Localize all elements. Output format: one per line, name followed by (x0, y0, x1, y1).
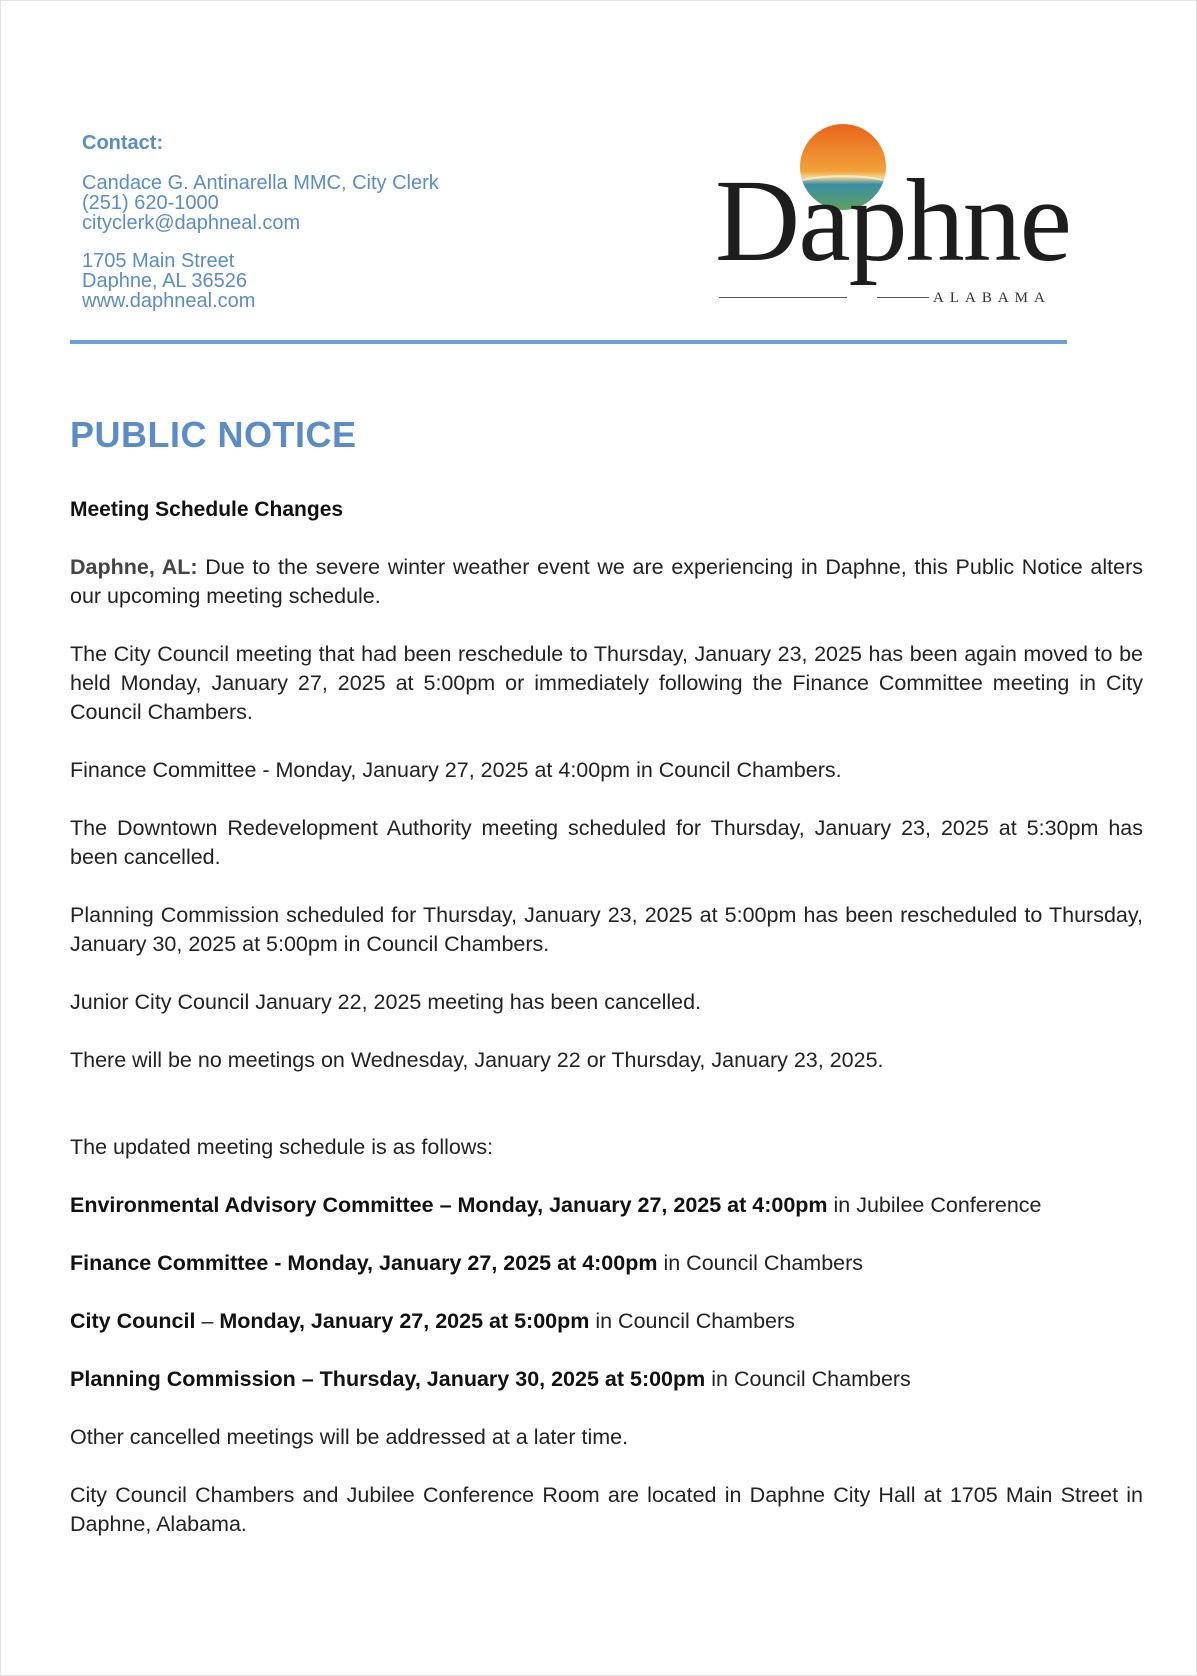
logo-state: ALABAMA (933, 290, 1051, 306)
logo-wordmark: Daphne (715, 155, 1070, 286)
schedule-item-name: City Council (70, 1309, 196, 1333)
intro-lead: Daphne, AL: (70, 555, 198, 579)
page-subtitle: Meeting Schedule Changes (70, 498, 344, 521)
contact-heading: Contact: (82, 132, 164, 154)
header-divider (70, 340, 1067, 344)
paragraph-junior-council: Junior City Council January 22, 2025 meeting has been cancelled. (70, 990, 702, 1014)
contact-email[interactable]: cityclerk@daphneal.com (82, 212, 301, 234)
paragraph-dra-cancelled: The Downtown Redevelopment Authority meeting scheduled for Thursday, January 23, 2025 at 5:30pm has been cancelled. (70, 816, 1143, 869)
schedule-item (70, 1191, 1143, 1220)
schedule-item-rest: in Council Chambers (705, 1367, 911, 1391)
paragraph-no-meetings: There will be no meetings on Wednesday, January 22 or Thursday, January 23, 2025. (70, 1048, 884, 1072)
page-title: PUBLIC NOTICE (70, 414, 357, 455)
daphne-logo (715, 122, 1070, 322)
closing-paragraph: Other cancelled meetings will be addressed at a later time. (70, 1425, 629, 1449)
schedule-item (70, 1249, 1143, 1278)
schedule-item (70, 1365, 1143, 1394)
contact-phone: (251) 620-1000 (82, 192, 219, 214)
schedule-item-bold: Finance Committee - Monday, January 27, 2025 at 4:00pm (70, 1251, 658, 1275)
schedule-item-rest: in Council Chambers (589, 1309, 795, 1333)
intro-text: Due to the severe winter weather event we are experiencing in Daphne, this Public Notice alters our upcoming meeting schedule. (70, 555, 1144, 608)
notice-body (70, 553, 1143, 1568)
paragraph-council-moved: The City Council meeting that had been reschedule to Thursday, January 23, 2025 has been again moved to be held Monday, January 27, 2025 at 5:00pm or immediately following the Finance Committee meeting in City Council Chambers. (70, 642, 1143, 724)
schedule-item (70, 1307, 1143, 1336)
paragraph-planning-rescheduled: Planning Commission scheduled for Thursday, January 23, 2025 at 5:00pm has been rescheduled to Thursday, January 30, 2025 at 5:00pm in Council Chambers. (70, 903, 1143, 956)
logo-rule-right (877, 297, 929, 298)
intro-paragraph (70, 553, 1143, 611)
schedule-item-bold: Environmental Advisory Committee – Monday, January 27, 2025 at 4:00pm (70, 1193, 828, 1217)
contact-website[interactable]: www.daphneal.com (82, 290, 256, 312)
contact-name: Candace G. Antinarella MMC, City Clerk (82, 172, 439, 194)
schedule-item-rest: in Jubilee Conference (827, 1193, 1042, 1217)
contact-block (82, 132, 439, 311)
schedule-item-rest: in Council Chambers (657, 1251, 864, 1275)
schedule-item-bold: Planning Commission – Thursday, January 30, 2025 at 5:00pm (70, 1367, 706, 1391)
contact-address-city: Daphne, AL 36526 (82, 270, 247, 292)
closing-location: City Council Chambers and Jubilee Conference Room are located in Daphne City Hall at 1705 Main Street in Daphne, Alabama. (70, 1483, 1143, 1536)
paragraph-finance: Finance Committee - Monday, January 27, 2025 at 4:00pm in Council Chambers. (70, 758, 842, 782)
schedule-intro: The updated meeting schedule is as follows: (70, 1135, 494, 1159)
logo-rule-left (719, 297, 847, 298)
contact-address-street: 1705 Main Street (82, 250, 235, 272)
schedule-item-sep: – (195, 1309, 220, 1333)
schedule-item-when: Monday, January 27, 2025 at 5:00pm (219, 1309, 590, 1333)
